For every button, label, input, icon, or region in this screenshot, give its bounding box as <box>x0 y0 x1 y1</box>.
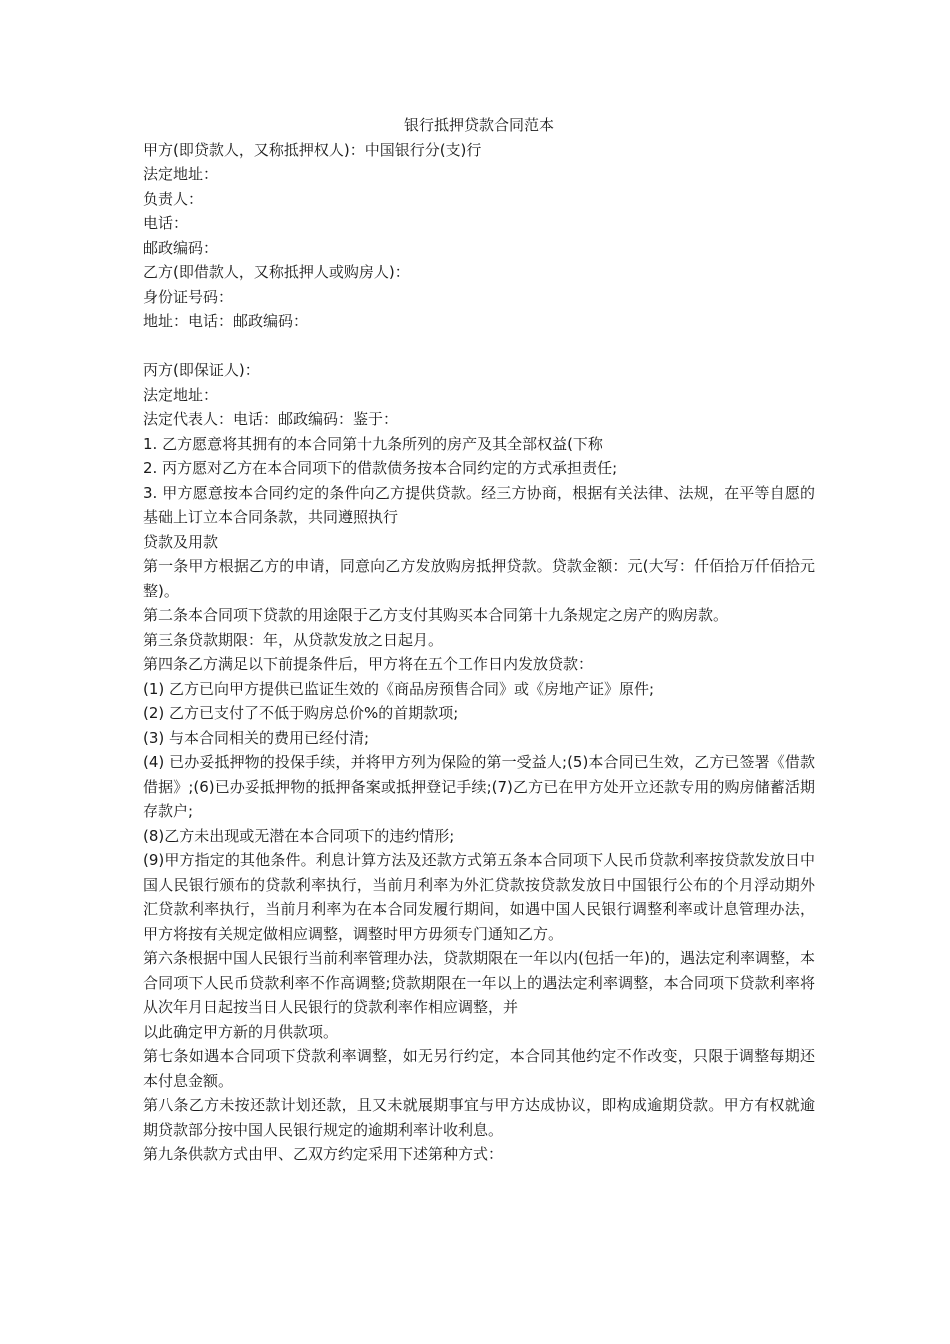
party-a-phone: 电话： <box>143 214 189 232</box>
condition-3: (3) 与本合同相关的费用已经付清; <box>143 728 370 747</box>
article-6: 第六条根据中国人民银行当前利率管理办法，贷款期限在一年以内(包括一年)的，遇法定利率调整，本合同项下人民币贷款利率不作高调整;贷款期限在一年以上的遇法定利率调整，本合同项下贷款利率将从次年月日起按当日人民银行的贷款利率作相应调整，并 <box>143 949 815 1016</box>
party-a-heading: 甲方(即贷款人，又称抵押权人)：中国银行分(支)行 <box>143 140 482 159</box>
document-title: 银行抵押贷款合同范本 <box>403 116 554 134</box>
party-b-contact: 地址：电话：邮政编码： <box>143 312 309 330</box>
party-c-representative: 法定代表人：电话：邮政编码：鉴于： <box>143 410 399 428</box>
party-c-heading: 丙方(即保证人)： <box>143 361 260 379</box>
article-7: 第七条如遇本合同项下贷款利率调整，如无另行约定，本合同其他约定不作改变，只限于调整每期还本付息金额。 <box>143 1047 815 1090</box>
article-8: 第八条乙方未按还款计划还款，且又未就展期事宜与甲方达成协议，即构成逾期贷款。甲方有权就逾期贷款部分按中国人民银行规定的逾期利率计收利息。 <box>143 1096 815 1139</box>
article-1: 第一条甲方根据乙方的申请，同意向乙方发放购房抵押贷款。贷款金额：元(大写：仟佰拾万仟佰拾元整)。 <box>143 557 815 600</box>
condition-1: (1) 乙方已向甲方提供已监证生效的《商品房预售合同》或《房地产证》原件; <box>143 679 655 698</box>
party-a-person-in-charge: 负责人： <box>143 189 204 208</box>
recital-2: 2. 丙方愿对乙方在本合同项下的借款债务按本合同约定的方式承担责任; <box>143 459 618 477</box>
article-3: 第三条贷款期限：年，从贷款发放之日起月。 <box>143 630 444 649</box>
blank-line <box>143 334 815 359</box>
party-b-heading: 乙方(即借款人，又称抵押人或购房人)： <box>143 263 410 281</box>
article-6-continued: 以此确定甲方新的月供款项。 <box>143 1022 339 1041</box>
article-9: 第九条供款方式由甲、乙双方约定采用下述第种方式： <box>143 1145 504 1163</box>
party-b-id-number: 身份证号码： <box>143 287 234 306</box>
condition-9-and-article-5: (9)甲方指定的其他条件。利息计算方法及还款方式第五条本合同项下人民币贷款利率按贷款发放日中国人民银行颁布的贷款利率执行，当前月利率为外汇贷款按贷款发放日中国银行公布的个月浮动期外汇贷款利率执行，当前月利率为在本合同发履行期间，如遇中国人民银行调整利率或计息管理办法，甲方将按有关规定做相应调整，调整时甲方毋须专门通知乙方。 <box>143 851 815 943</box>
document-body <box>143 113 815 1167</box>
section-heading-loan: 贷款及用款 <box>143 532 219 551</box>
article-4: 第四条乙方满足以下前提条件后，甲方将在五个工作日内发放贷款： <box>143 655 594 673</box>
party-a-postcode: 邮政编码： <box>143 238 219 257</box>
condition-4-to-7: (4) 已办妥抵押物的投保手续，并将甲方列为保险的第一受益人;(5)本合同已生效，乙方已签署《借款借据》;(6)已办妥抵押物的抵押备案或抵押登记手续;(7)乙方已在甲方处开立还款专用的购房储蓄活期存款户; <box>143 753 815 820</box>
condition-2: (2) 乙方已支付了不低于购房总价%的首期款项; <box>143 704 459 722</box>
party-a-address: 法定地址： <box>143 165 219 183</box>
recital-1: 1. 乙方愿意将其拥有的本合同第十九条所列的房产及其全部权益(下称 <box>143 434 603 453</box>
article-2: 第二条本合同项下贷款的用途限于乙方支付其购买本合同第十九条规定之房产的购房款。 <box>143 606 729 624</box>
recital-3: 3. 甲方愿意按本合同约定的条件向乙方提供贷款。经三方协商，根据有关法律、法规，在平等自愿的基础上订立本合同条款，共同遵照执行 <box>143 483 815 526</box>
condition-8: (8)乙方未出现或无潜在本合同项下的违约情形; <box>143 826 455 845</box>
party-c-address: 法定地址： <box>143 385 219 404</box>
